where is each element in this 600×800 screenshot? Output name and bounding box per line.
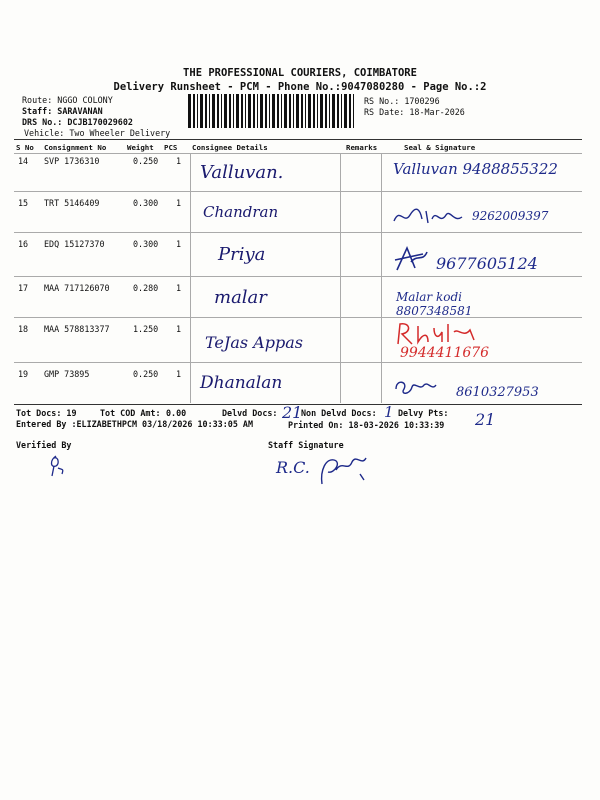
row-consignee-handwritten: malar	[214, 287, 267, 308]
row-rule	[14, 276, 582, 277]
row-weight: 0.250	[133, 369, 159, 379]
barcode-bar	[341, 94, 342, 128]
row-sno: 16	[18, 239, 29, 249]
col-pcs: PCS	[164, 143, 178, 152]
barcode-bar	[265, 94, 267, 128]
barcode-bar	[193, 94, 195, 128]
row-pcs: 1	[176, 239, 182, 249]
row-signature-handwritten: 9262009397	[472, 209, 549, 223]
barcode-bar	[344, 94, 347, 128]
barcode-bar	[212, 94, 215, 128]
barcode-bar	[224, 94, 227, 128]
row-sno: 14	[18, 156, 29, 166]
staff-signature-scribble	[316, 450, 372, 490]
barcode-bar	[296, 94, 299, 128]
total-cod-value: 0.00	[166, 408, 187, 418]
verified-by-label: Verified By	[16, 440, 72, 450]
report-subtitle: Delivery Runsheet - PCM - Phone No.:9047080280 - Page No.:2	[113, 81, 487, 93]
barcode-bar	[197, 94, 198, 128]
row-consignment: TRT 5146409	[44, 198, 100, 208]
barcode-bar	[317, 94, 318, 128]
row-rule	[14, 232, 582, 233]
barcode-bar	[284, 94, 287, 128]
delivered-docs-value: 21	[282, 403, 303, 422]
signature-scribble	[392, 377, 440, 397]
barcode-bar	[353, 94, 354, 128]
row-weight: 0.300	[133, 198, 159, 208]
signature-scribble	[392, 205, 472, 229]
barcode-bar	[305, 94, 306, 128]
barcode-bar	[313, 94, 315, 128]
barcode-bar	[188, 94, 191, 128]
delivered-docs-label: Delvd Docs:	[222, 408, 278, 418]
row-pcs: 1	[176, 324, 182, 334]
row-consignment: MAA 717126070	[44, 283, 110, 293]
row-pcs: 1	[176, 369, 182, 379]
row-sno: 15	[18, 198, 29, 208]
row-rule	[14, 191, 582, 192]
row-consignee-handwritten: Valluvan.	[200, 162, 284, 183]
table-header-rule	[14, 153, 582, 154]
row-signature-handwritten: 9944411676	[400, 345, 490, 361]
drs-number: DRS No.: DCJB170029602	[22, 117, 133, 127]
staff-signature-label: Staff Signature	[268, 440, 344, 450]
row-sno: 17	[18, 283, 29, 293]
barcode-bar	[241, 94, 243, 128]
row-sno: 18	[18, 324, 29, 334]
barcode-bar	[205, 94, 207, 128]
staff-signature-initials: R.C.	[276, 458, 310, 477]
row-signature-handwritten: Malar kodi 8807348581	[396, 290, 473, 318]
col-signature: Seal & Signature	[404, 143, 476, 152]
total-cod-label: Tot COD Amt:	[100, 408, 161, 418]
entered-by: Entered By :ELIZABETHPCM 03/18/2026 10:33:05 AM	[16, 419, 253, 429]
barcode-bar	[349, 94, 351, 128]
col-consignment: Consignment No	[44, 143, 107, 152]
row-consignment: GMP 73895	[44, 369, 90, 379]
row-signature-handwritten: 9677605124	[436, 254, 538, 273]
barcode-bar	[257, 94, 258, 128]
report-title: THE PROFESSIONAL COURIERS, COIMBATORE	[183, 67, 417, 79]
printed-on: Printed On: 18-03-2026 10:33:39	[288, 420, 445, 430]
barcode	[188, 94, 358, 128]
barcode-bar	[277, 94, 279, 128]
barcode-bar	[221, 94, 222, 128]
signature-scribble	[394, 320, 484, 346]
barcode-bar	[229, 94, 231, 128]
row-consignee-handwritten: TeJas Appas	[205, 333, 303, 352]
row-consignment: MAA 578813377	[44, 324, 110, 334]
route-label: Route: NGGO COLONY	[22, 95, 113, 105]
row-sno: 19	[18, 369, 29, 379]
row-consignee-handwritten: Dhanalan	[200, 373, 283, 393]
barcode-bar	[245, 94, 246, 128]
barcode-bar	[320, 94, 323, 128]
row-weight: 1.250	[133, 324, 159, 334]
barcode-bar	[272, 94, 275, 128]
barcode-bar	[281, 94, 282, 128]
row-consignee-handwritten: Chandran	[203, 203, 279, 221]
barcode-bar	[289, 94, 291, 128]
rs-number: RS No.: 1700296	[364, 96, 440, 106]
row-weight: 0.300	[133, 239, 159, 249]
barcode-bar	[325, 94, 327, 128]
delivery-points-value: 21	[475, 410, 496, 429]
delivery-points-label: Delvy Pts:	[398, 408, 449, 418]
col-sno: S No	[16, 143, 34, 152]
barcode-bar	[260, 94, 263, 128]
barcode-bar	[209, 94, 210, 128]
barcode-bar	[233, 94, 234, 128]
row-pcs: 1	[176, 156, 182, 166]
row-pcs: 1	[176, 198, 182, 208]
non-delivered-label: Non Delvd Docs:	[301, 408, 377, 418]
col-consignee: Consignee Details	[192, 143, 268, 152]
vehicle-label: Vehicle: Two Wheeler Delivery	[24, 128, 171, 138]
barcode-bar	[293, 94, 294, 128]
barcode-bar	[269, 94, 270, 128]
barcode-bar	[301, 94, 303, 128]
verifier-signature	[44, 452, 70, 478]
row-weight: 0.250	[133, 156, 159, 166]
barcode-bar	[253, 94, 255, 128]
col-weight: Weight	[127, 143, 154, 152]
total-docs: Tot Docs: 19	[16, 408, 77, 418]
barcode-bar	[217, 94, 219, 128]
staff-label: Staff: SARAVANAN	[22, 106, 103, 116]
signature-scribble	[393, 244, 429, 274]
row-weight: 0.280	[133, 283, 159, 293]
barcode-bar	[236, 94, 239, 128]
row-consignment: EDQ 15127370	[44, 239, 105, 249]
barcode-bar	[248, 94, 251, 128]
table-top-rule	[14, 139, 582, 140]
barcode-bar	[337, 94, 339, 128]
non-delivered-value: 1	[384, 403, 394, 421]
barcode-bar	[308, 94, 311, 128]
row-rule	[14, 362, 582, 363]
barcode-bar	[200, 94, 203, 128]
row-pcs: 1	[176, 283, 182, 293]
rs-date: RS Date: 18-Mar-2026	[364, 107, 465, 117]
barcode-bar	[332, 94, 335, 128]
row-signature-handwritten: Valluvan 9488855322	[393, 160, 558, 178]
col-remarks: Remarks	[346, 143, 378, 152]
row-signature-handwritten: 8610327953	[456, 385, 539, 400]
row-consignee-handwritten: Priya	[218, 244, 266, 265]
row-rule	[14, 317, 582, 318]
row-consignment: SVP 1736310	[44, 156, 100, 166]
barcode-bar	[329, 94, 330, 128]
